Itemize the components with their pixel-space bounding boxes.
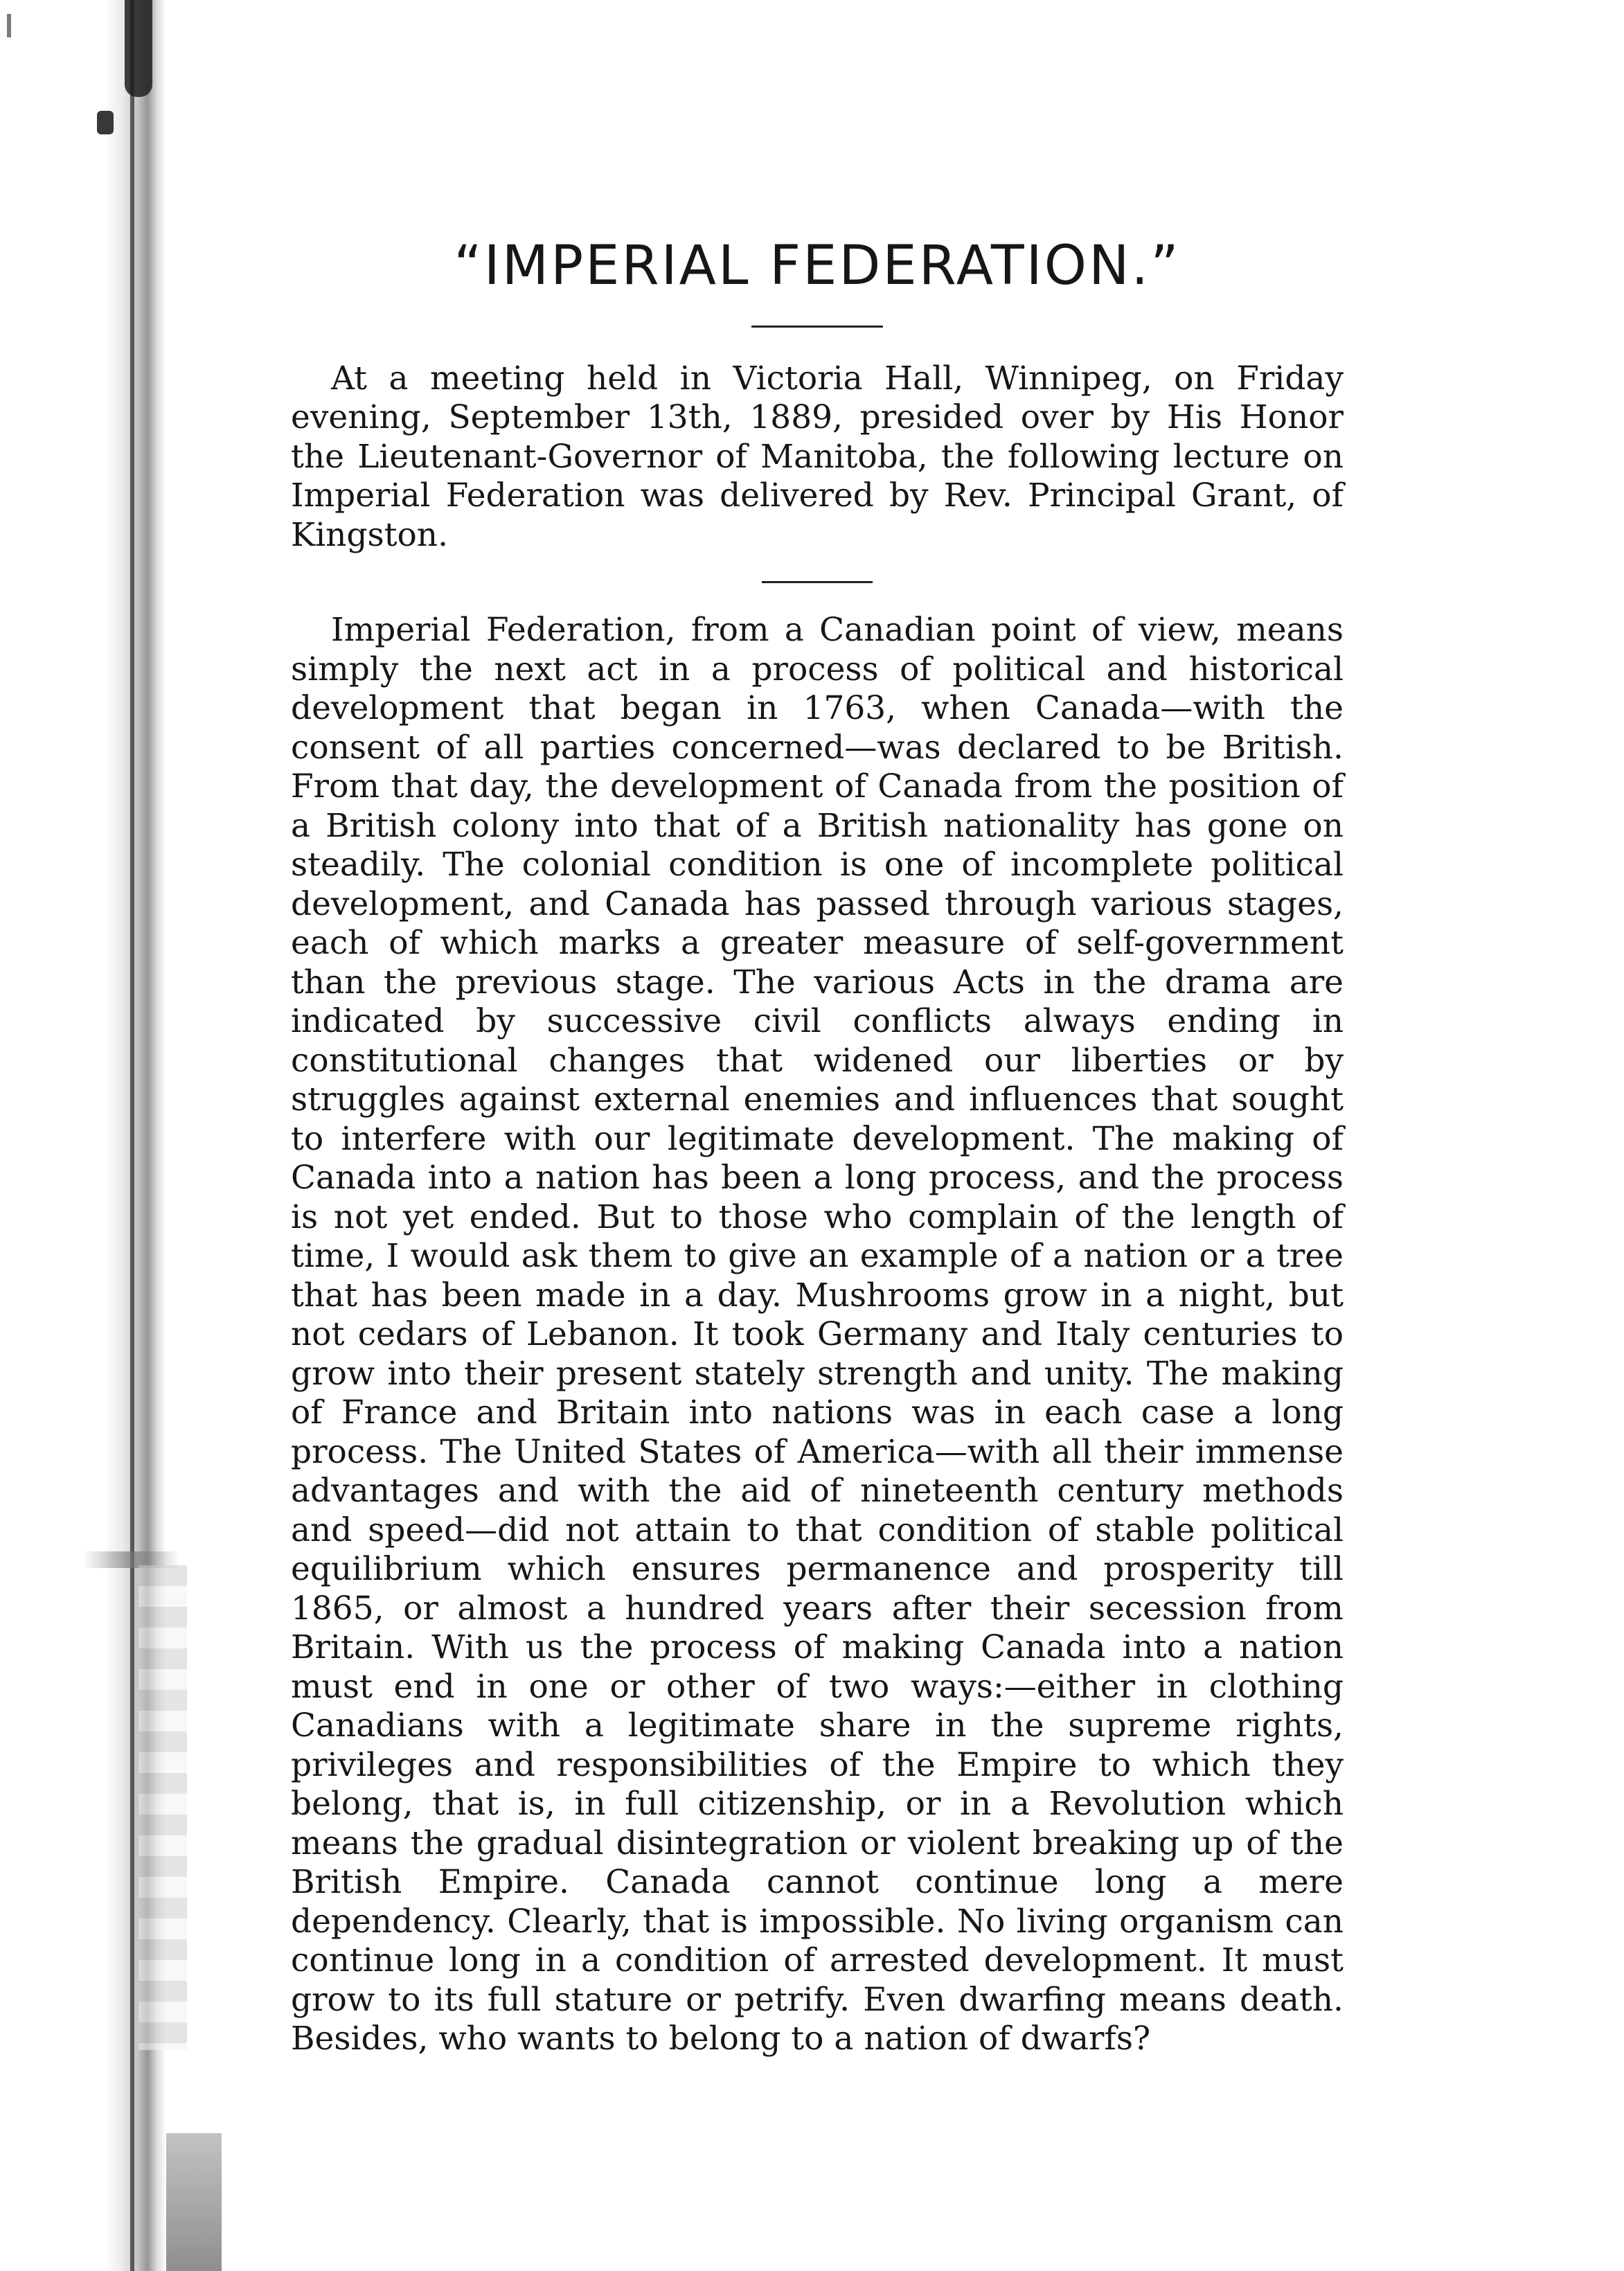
title-rule (751, 326, 883, 328)
binding-line (130, 0, 134, 2271)
page-damage-bottom (166, 2133, 222, 2271)
page-title: “IMPERIAL FEDERATION.” (454, 235, 1181, 297)
section-rule (762, 581, 873, 583)
body-paragraph: Imperial Federation, from a Canadian point of view, means simply the next act in a process of political and historical development that began in 1763, when Canada—with the consent of all parties concerned—was declared to be British. From that day, the development of Canada from the position of a British colony into that of a British nationality has gone on steadily. The colonial condition is one of incomplete political development, and Canada has passed through various stages, each of which marks a greater measure of self-government than the previous stage. The various Acts in the drama are indicated by successive civil conflicts always ending in constitutional changes that widened our liberties or by struggles against external enemies and influences that sought to interfere with our legitimate development. The making of Canada into a nation has been a long process, and the process is not yet ended. But to those who complain of the length of time, I would ask them to give an example of a nation or a tree that has been made in a day. Mushrooms grow in a night, but not cedars of Lebanon. It took Germany and Italy centuries to grow into their present stately strength and unity. The making of France and Britain into nations was in each case a long process. The United States of America—with all their immense advantages and with the aid of nineteenth century methods and speed—did not attain to that condition of stable political equilibrium which ensures permanence and prosperity till 1865, or almost a hundred years after their secession from Britain. With us the process of making Canada into a nation must end in one or other of two ways:—either in clothing Canadians with a legitimate share in the supreme rights, privileges and responsibilities of the Empire to which they belong, that is, in full citizenship, or in a Revolution which means the gradual disintegration or violent breaking up of the British Empire. Canada cannot continue long a mere dependency. Clearly, that is impossible. No living organism can continue long in a condition of arrested development. It must grow to its full stature or petrify. Even dwarfing means death. Besides, who wants to belong to a nation of dwarfs? (291, 611, 1344, 2058)
page-damage (139, 1565, 187, 2050)
binding-top-mark (125, 0, 152, 97)
text-block (291, 235, 1344, 2059)
intro-paragraph: At a meeting held in Victoria Hall, Winnipeg, on Friday evening, September 13th, 1889, presided over by His Honor the Lieutenant-Governor of Manitoba, the following lecture on Imperial Federation was delivered by Rev. Principal Grant, of Kingston. (291, 359, 1344, 554)
scan-smudge (97, 111, 114, 134)
scan-edge-mark (7, 14, 11, 37)
